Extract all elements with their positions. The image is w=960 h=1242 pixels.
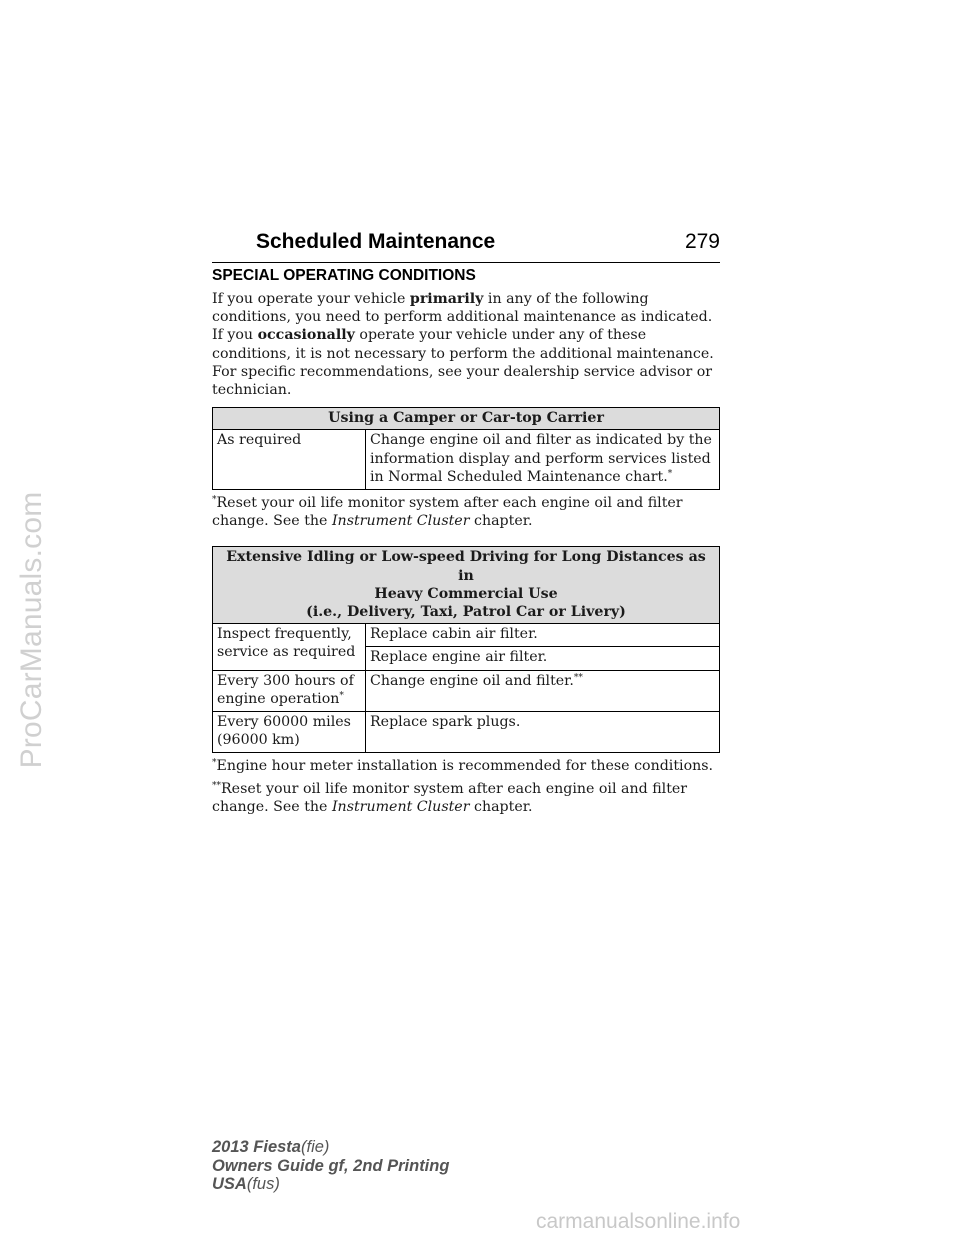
action-cell (366, 430, 720, 490)
footer-line-2 (212, 1157, 449, 1176)
intro-text-1: If you operate your vehicle (212, 291, 410, 307)
action-cell (366, 670, 720, 711)
footnote-mark: ** (212, 780, 221, 791)
section-title: SPECIAL OPERATING CONDITIONS (212, 267, 476, 284)
camper-maintenance-table (212, 407, 720, 490)
intro-text-2: in any of the following conditions, you need to perform additional maintenance as indicated. If you (212, 291, 713, 344)
side-watermark (12, 320, 52, 940)
interval-text: Every 300 hours of engine operation (217, 672, 354, 707)
footer-line-1 (212, 1138, 449, 1157)
chapter-reference: Instrument Cluster (331, 513, 470, 530)
footer-market: USA (212, 1175, 247, 1193)
footer-model: 2013 Fiesta (212, 1138, 301, 1156)
footnote-mark: * (212, 495, 217, 506)
intro-paragraph (212, 290, 720, 399)
footnote-mark: * (667, 468, 673, 479)
table-row (213, 624, 720, 647)
footnote-text-end: chapter. (469, 513, 533, 530)
footnote-oil-reset-1 (212, 494, 720, 530)
idling-maintenance-table (212, 546, 720, 753)
header-line-3: (i.e., Delivery, Taxi, Patrol Car or Livery) (306, 604, 626, 621)
action-cell: Replace engine air filter. (366, 647, 720, 670)
page-footer (212, 1138, 449, 1194)
footnote-text: Engine hour meter installation is recommended for these conditions. (216, 758, 714, 775)
page-number: 279 (684, 230, 720, 253)
footnote-text: Reset your oil life monitor system after each engine oil and filter change. See the (212, 780, 688, 815)
intro-emphasis-primarily: primarily (409, 291, 484, 307)
table-row (213, 430, 720, 490)
intro-text-3: operate your vehicle under any of these conditions, it is not necessary to perform the additional maintenance. For specific recommendations, see your dealership service advisor or technician. (212, 327, 714, 399)
action-cell: Replace spark plugs. (366, 712, 720, 753)
interval-cell: Every 60000 miles (96000 km) (213, 712, 366, 753)
table-header-row (213, 408, 720, 430)
footnote-mark: * (212, 758, 217, 769)
idling-table-header (213, 547, 720, 624)
footnote-mark: ** (573, 672, 583, 683)
intro-emphasis-occasionally: occasionally (257, 327, 355, 344)
table-row (213, 712, 720, 753)
page-header (212, 226, 720, 263)
footnote-text-end: chapter. (469, 798, 533, 815)
interval-cell: As required (213, 430, 366, 490)
interval-cell: Inspect frequently, service as required (213, 624, 366, 670)
camper-table-header: Using a Camper or Car-top Carrier (213, 408, 720, 430)
table-header-row (213, 547, 720, 624)
page-title: Scheduled Maintenance (256, 230, 496, 253)
table-row (213, 670, 720, 711)
bottom-watermark: carmanualsonline.info (536, 1210, 741, 1233)
action-text: Change engine oil and filter as indicated by the information display and perform services listed in Normal Scheduled Maintenance chart. (370, 432, 712, 485)
action-cell: Replace cabin air filter. (366, 624, 720, 647)
side-watermark-text: ProCarManuals.com (15, 491, 48, 769)
footnote-oil-reset-2 (212, 780, 720, 816)
footer-line-3 (212, 1175, 449, 1194)
header-line-1: Extensive Idling or Low-speed Driving for Long Distances as in (226, 549, 706, 584)
action-text: Change engine oil and filter. (370, 672, 574, 689)
footnote-text: Reset your oil life monitor system after each engine oil and filter change. See the (212, 495, 683, 530)
chapter-reference: Instrument Cluster (331, 798, 470, 815)
footer-model-code: (fie) (300, 1138, 330, 1156)
header-line-2: Heavy Commercial Use (374, 585, 558, 602)
interval-cell (213, 670, 366, 711)
footer-market-code: (fus) (246, 1175, 280, 1193)
footer-guide: Owners Guide gf, 2nd Printing (212, 1156, 450, 1175)
footnote-mark: * (339, 690, 344, 701)
footnote-engine-hour-meter (212, 757, 720, 775)
page-content (212, 267, 720, 816)
